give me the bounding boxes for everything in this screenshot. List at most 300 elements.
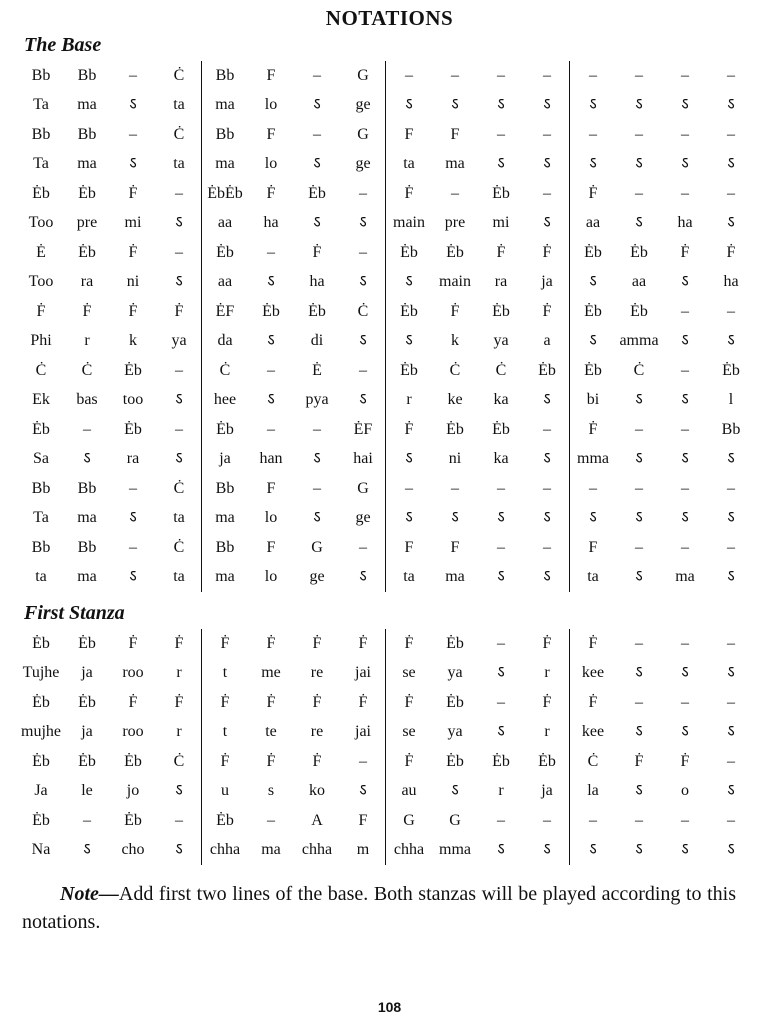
section-title-base: The Base	[24, 34, 102, 56]
notation-cell: Bb	[77, 66, 97, 84]
bar-divider	[201, 629, 202, 865]
notation-cell: Ėb	[124, 361, 142, 379]
notation-cell: ऽ	[497, 96, 505, 114]
notation-cell: –	[497, 693, 505, 711]
notation-cell: ऽ	[681, 332, 689, 350]
notation-cell: Ėb	[124, 752, 142, 770]
notation-cell: Ėb	[32, 420, 50, 438]
notation-bar	[202, 695, 386, 711]
notation-cell: –	[175, 420, 183, 438]
notation-cell: A	[311, 811, 323, 829]
notation-cell: Na	[31, 841, 51, 859]
notation-cell: Ċ	[449, 361, 461, 379]
notation-cell: ऽ	[175, 782, 183, 800]
notation-cell: ऽ	[175, 214, 183, 232]
notation-cell: ऽ	[405, 509, 413, 527]
notation-cell: –	[635, 125, 643, 143]
notation-row	[18, 659, 744, 689]
notation-cell: ऽ	[727, 96, 735, 114]
notation-cell: ऽ	[681, 391, 689, 409]
notation-cell: ta	[35, 568, 47, 586]
notation-cell: Phi	[30, 332, 52, 350]
notation-cell: r	[176, 664, 182, 682]
notation-cell: –	[589, 66, 597, 84]
bar-divider	[385, 61, 386, 592]
notation-cell: ऽ	[681, 509, 689, 527]
notation-cell: Ta	[33, 96, 49, 114]
notation-cell: Too	[28, 273, 54, 291]
notation-cell: Ėb	[32, 184, 50, 202]
notation-cell: Tujhe	[22, 664, 60, 682]
notation-cell: Ėb	[124, 420, 142, 438]
notation-cell: re	[310, 664, 324, 682]
notation-cell: Ḟ	[542, 243, 552, 261]
notation-cell: ऽ	[589, 273, 597, 291]
notation-cell: Ḟ	[128, 184, 138, 202]
notation-cell: ĖF	[353, 420, 373, 438]
notation-cell: ऽ	[543, 214, 551, 232]
notation-cell: ma	[215, 568, 235, 586]
notation-cell: Ėb	[538, 361, 556, 379]
notation-bar	[570, 156, 754, 172]
notation-cell: F	[450, 125, 460, 143]
notation-cell: Ta	[33, 509, 49, 527]
notation-cell: Ėb	[124, 811, 142, 829]
notation-cell: r	[84, 332, 90, 350]
notation-bar	[570, 481, 754, 497]
notation-cell: ऽ	[589, 96, 597, 114]
notation-bar	[18, 304, 202, 320]
notation-cell: ऽ	[727, 723, 735, 741]
notation-cell: –	[359, 538, 367, 556]
notation-row	[18, 179, 744, 209]
notation-cell: –	[681, 479, 689, 497]
notation-row	[18, 445, 744, 475]
notation-cell: ke	[447, 391, 463, 409]
notation-cell: ऽ	[313, 96, 321, 114]
notation-cell: –	[543, 125, 551, 143]
notation-cell: –	[313, 420, 321, 438]
notation-cell: ma	[77, 96, 97, 114]
notation-cell: Ḟ	[680, 752, 690, 770]
notation-cell: ra	[126, 450, 140, 468]
notation-cell: Ėb	[492, 752, 510, 770]
notation-cell: r	[544, 723, 550, 741]
notation-cell: le	[81, 782, 93, 800]
notation-cell: di	[310, 332, 324, 350]
notation-bar	[386, 813, 570, 829]
notation-cell: –	[451, 66, 459, 84]
notation-row	[18, 777, 744, 807]
notation-cell: ऽ	[451, 509, 459, 527]
notation-cell: G	[357, 66, 369, 84]
notation-bar	[202, 422, 386, 438]
notation-cell: main	[439, 273, 471, 291]
notation-cell: main	[393, 214, 425, 232]
notation-bar	[570, 363, 754, 379]
notation-cell: –	[497, 538, 505, 556]
notation-cell: ऽ	[267, 273, 275, 291]
notation-cell: Bb	[77, 479, 97, 497]
notation-cell: Ė	[36, 243, 46, 261]
notation-cell: lo	[264, 96, 278, 114]
notation-cell: Ėb	[78, 243, 96, 261]
notation-cell: Ėb	[216, 243, 234, 261]
notation-cell: Ėb	[32, 634, 50, 652]
notation-row	[18, 297, 744, 327]
notation-cell: Bb	[215, 66, 235, 84]
notation-cell: Bb	[721, 420, 741, 438]
notation-bar	[386, 363, 570, 379]
notation-cell: ऽ	[681, 841, 689, 859]
notation-cell: Ḟ	[726, 243, 736, 261]
notation-cell: Ḟ	[634, 752, 644, 770]
notation-row	[18, 238, 744, 268]
notation-cell: Ḟ	[266, 634, 276, 652]
notation-cell: Ċ	[173, 752, 185, 770]
notation-cell: mma	[439, 841, 471, 859]
notation-cell: Ėb	[492, 184, 510, 202]
notation-cell: –	[681, 302, 689, 320]
notation-bar	[386, 451, 570, 467]
notation-cell: –	[313, 66, 321, 84]
notation-cell: ऽ	[497, 841, 505, 859]
notation-cell: ऽ	[635, 664, 643, 682]
notation-cell: –	[405, 479, 413, 497]
notation-cell: –	[727, 634, 735, 652]
notation-cell: –	[497, 66, 505, 84]
notation-bar	[570, 636, 754, 652]
notation-cell: –	[727, 302, 735, 320]
notation-bar	[18, 569, 202, 585]
notation-cell: ऽ	[681, 155, 689, 173]
notation-cell: ka	[493, 450, 509, 468]
notation-cell: r	[176, 723, 182, 741]
notation-bar	[202, 274, 386, 290]
notation-cell: ja	[541, 273, 553, 291]
notation-cell: G	[449, 811, 461, 829]
notation-bar	[18, 754, 202, 770]
notation-cell: Ėb	[538, 752, 556, 770]
notation-cell: ऽ	[497, 664, 505, 682]
notation-cell: F	[588, 538, 598, 556]
notation-cell: –	[589, 811, 597, 829]
notation-cell: kee	[581, 723, 605, 741]
notation-bar	[18, 215, 202, 231]
notation-cell: Ḟ	[220, 752, 230, 770]
notation-cell: Ḟ	[128, 302, 138, 320]
notation-cell: –	[727, 125, 735, 143]
notation-cell: –	[129, 538, 137, 556]
notation-row	[18, 91, 744, 121]
notation-cell: ni	[126, 273, 140, 291]
notation-cell: ऽ	[129, 96, 137, 114]
notation-cell: ऽ	[635, 155, 643, 173]
notation-bar	[570, 333, 754, 349]
notation-cell: chha	[209, 841, 241, 859]
notation-cell: Ja	[34, 782, 48, 800]
notation-row	[18, 747, 744, 777]
notation-cell: la	[587, 782, 599, 800]
notation-bar	[18, 783, 202, 799]
notation-cell: ऽ	[727, 332, 735, 350]
notation-cell: –	[681, 420, 689, 438]
notation-bar	[570, 97, 754, 113]
notation-cell: k	[451, 332, 459, 350]
notation-cell: Ċ	[81, 361, 93, 379]
notation-cell: ya	[171, 332, 187, 350]
notation-row	[18, 806, 744, 836]
notation-cell: pre	[444, 214, 466, 232]
notation-cell: Ėb	[400, 302, 418, 320]
notation-bar	[386, 636, 570, 652]
notation-cell: lo	[264, 568, 278, 586]
notation-cell: –	[727, 811, 735, 829]
notation-cell: Ėb	[630, 302, 648, 320]
notation-table-base	[18, 61, 744, 592]
notation-cell: Too	[28, 214, 54, 232]
notation-cell: –	[635, 420, 643, 438]
notation-cell: ya	[447, 723, 463, 741]
notation-cell: ma	[261, 841, 281, 859]
notation-row	[18, 415, 744, 445]
notation-cell: r	[406, 391, 412, 409]
notation-cell: ma	[77, 509, 97, 527]
notation-cell: ऽ	[313, 214, 321, 232]
notation-cell: Ėb	[78, 693, 96, 711]
notation-cell: ĖbĖb	[207, 184, 243, 202]
notation-cell: ऽ	[635, 96, 643, 114]
notation-row	[18, 474, 744, 504]
notation-cell: amma	[619, 332, 659, 350]
notation-cell: se	[402, 723, 416, 741]
notation-cell: ऽ	[727, 155, 735, 173]
notation-cell: –	[635, 66, 643, 84]
notation-bar	[570, 127, 754, 143]
notation-cell: mi	[492, 214, 510, 232]
notation-bar	[18, 510, 202, 526]
notation-cell: ऽ	[497, 568, 505, 586]
notation-cell: –	[589, 479, 597, 497]
notation-table-first-stanza	[18, 629, 744, 865]
notation-cell: ta	[173, 96, 185, 114]
notation-bar	[202, 510, 386, 526]
notation-cell: mujhe	[21, 723, 61, 741]
notation-cell: –	[543, 538, 551, 556]
bar-divider	[201, 61, 202, 592]
notation-cell: Ḟ	[404, 184, 414, 202]
notation-cell: Ḟ	[36, 302, 46, 320]
notation-cell: G	[403, 811, 415, 829]
notation-cell: G	[357, 125, 369, 143]
notation-row	[18, 356, 744, 386]
notation-cell: ऽ	[727, 450, 735, 468]
notation-cell: ऽ	[635, 509, 643, 527]
notation-bar	[386, 245, 570, 261]
notation-cell: ऽ	[635, 568, 643, 586]
notation-bar	[570, 274, 754, 290]
notation-cell: Ėb	[400, 361, 418, 379]
notation-row	[18, 629, 744, 659]
notation-cell: Ḟ	[312, 634, 322, 652]
notation-bar	[202, 333, 386, 349]
notation-bar	[570, 724, 754, 740]
notation-cell: ऽ	[359, 332, 367, 350]
notation-cell: –	[681, 634, 689, 652]
notation-bar	[18, 363, 202, 379]
notation-bar	[386, 68, 570, 84]
notation-cell: ऽ	[405, 450, 413, 468]
notation-bar	[386, 695, 570, 711]
notation-cell: –	[635, 184, 643, 202]
notation-bar	[386, 156, 570, 172]
notation-cell: –	[175, 811, 183, 829]
notation-cell: ऽ	[267, 332, 275, 350]
notation-cell: ma	[77, 568, 97, 586]
notation-bar	[18, 127, 202, 143]
notation-cell: –	[267, 361, 275, 379]
notation-cell: ge	[355, 96, 371, 114]
notation-bar	[386, 422, 570, 438]
notation-cell: –	[497, 479, 505, 497]
notation-cell: Ėb	[78, 184, 96, 202]
notation-bar	[202, 68, 386, 84]
notation-cell: Ċ	[173, 479, 185, 497]
notation-bar	[18, 333, 202, 349]
notation-cell: –	[681, 811, 689, 829]
notation-bar	[18, 842, 202, 858]
notation-cell: –	[129, 66, 137, 84]
notation-bar	[386, 392, 570, 408]
notation-bar	[202, 304, 386, 320]
notation-cell: Ėb	[216, 420, 234, 438]
page-number: 108	[377, 999, 402, 1015]
notation-cell: –	[359, 752, 367, 770]
notation-row	[18, 386, 744, 416]
notation-cell: aa	[585, 214, 601, 232]
notation-bar	[202, 363, 386, 379]
notation-cell: Ḟ	[588, 693, 598, 711]
notation-cell: Ėb	[446, 634, 464, 652]
notation-bar	[18, 274, 202, 290]
notation-row	[18, 688, 744, 718]
notation-bar	[18, 97, 202, 113]
notation-cell: ni	[448, 450, 462, 468]
notation-bar	[202, 156, 386, 172]
notation-cell: ऽ	[543, 155, 551, 173]
notation-bar	[18, 156, 202, 172]
notation-cell: t	[222, 664, 228, 682]
notation-cell: Ėb	[78, 634, 96, 652]
notation-cell: ta	[173, 509, 185, 527]
notation-cell: –	[543, 66, 551, 84]
notation-bar	[570, 451, 754, 467]
notation-bar	[386, 783, 570, 799]
notation-cell: –	[543, 811, 551, 829]
notation-cell: F	[266, 538, 276, 556]
notation-cell: au	[401, 782, 417, 800]
notation-cell: Ḟ	[312, 693, 322, 711]
notation-cell: cho	[121, 841, 145, 859]
notation-bar	[202, 451, 386, 467]
notation-cell: ra	[80, 273, 94, 291]
notation-cell: ऽ	[727, 841, 735, 859]
notation-bar	[386, 304, 570, 320]
notation-cell: aa	[217, 214, 233, 232]
notation-cell: Ḟ	[358, 693, 368, 711]
notation-cell: –	[727, 184, 735, 202]
notation-cell: ऽ	[359, 391, 367, 409]
notation-cell: o	[681, 782, 689, 800]
notation-bar	[202, 842, 386, 858]
notation-cell: Ėb	[400, 243, 418, 261]
notation-cell: Ċ	[173, 125, 185, 143]
notation-row	[18, 504, 744, 534]
notation-cell: –	[497, 634, 505, 652]
notation-cell: ऽ	[635, 723, 643, 741]
notation-cell: Ċ	[173, 66, 185, 84]
notation-bar	[202, 481, 386, 497]
notation-cell: Ėb	[630, 243, 648, 261]
notation-cell: ja	[81, 723, 93, 741]
notation-bar	[386, 724, 570, 740]
notation-cell: ऽ	[175, 391, 183, 409]
notation-row	[18, 836, 744, 866]
notation-cell: Sa	[33, 450, 49, 468]
notation-cell: ta	[403, 568, 415, 586]
notation-cell: Bb	[77, 125, 97, 143]
notation-cell: Ḟ	[496, 243, 506, 261]
notation-cell: me	[261, 664, 281, 682]
notation-bar	[570, 422, 754, 438]
notation-cell: ma	[77, 155, 97, 173]
notation-cell: ta	[173, 568, 185, 586]
notation-cell: ऽ	[589, 841, 597, 859]
notation-cell: ĖF	[215, 302, 235, 320]
notation-cell: ऽ	[543, 391, 551, 409]
notation-bar	[570, 245, 754, 261]
notation-cell: ऽ	[83, 841, 91, 859]
notation-cell: –	[727, 752, 735, 770]
notation-cell: ya	[447, 664, 463, 682]
notation-bar	[570, 392, 754, 408]
notation-bar	[386, 333, 570, 349]
notation-cell: –	[727, 538, 735, 556]
notation-cell: ऽ	[313, 155, 321, 173]
notation-cell: ऽ	[359, 568, 367, 586]
notation-cell: Ėb	[78, 752, 96, 770]
notation-cell: Ḟ	[404, 634, 414, 652]
notation-cell: Ta	[33, 155, 49, 173]
notation-bar	[386, 97, 570, 113]
notation-cell: ऽ	[129, 568, 137, 586]
notation-cell: ma	[445, 155, 465, 173]
notation-cell: jo	[126, 782, 140, 800]
notation-bar	[202, 724, 386, 740]
notation-cell: ऽ	[497, 155, 505, 173]
notation-cell: ma	[445, 568, 465, 586]
notation-bar	[202, 245, 386, 261]
note-text: Add first two lines of the base. Both stanzas will be played according to this notations.	[22, 883, 736, 933]
notation-row	[18, 327, 744, 357]
notation-cell: –	[727, 693, 735, 711]
notation-bar	[18, 540, 202, 556]
notation-bar	[570, 754, 754, 770]
notation-cell: ऽ	[359, 214, 367, 232]
notation-cell: Ḟ	[312, 752, 322, 770]
notation-bar	[202, 754, 386, 770]
notation-cell: Ėb	[308, 184, 326, 202]
